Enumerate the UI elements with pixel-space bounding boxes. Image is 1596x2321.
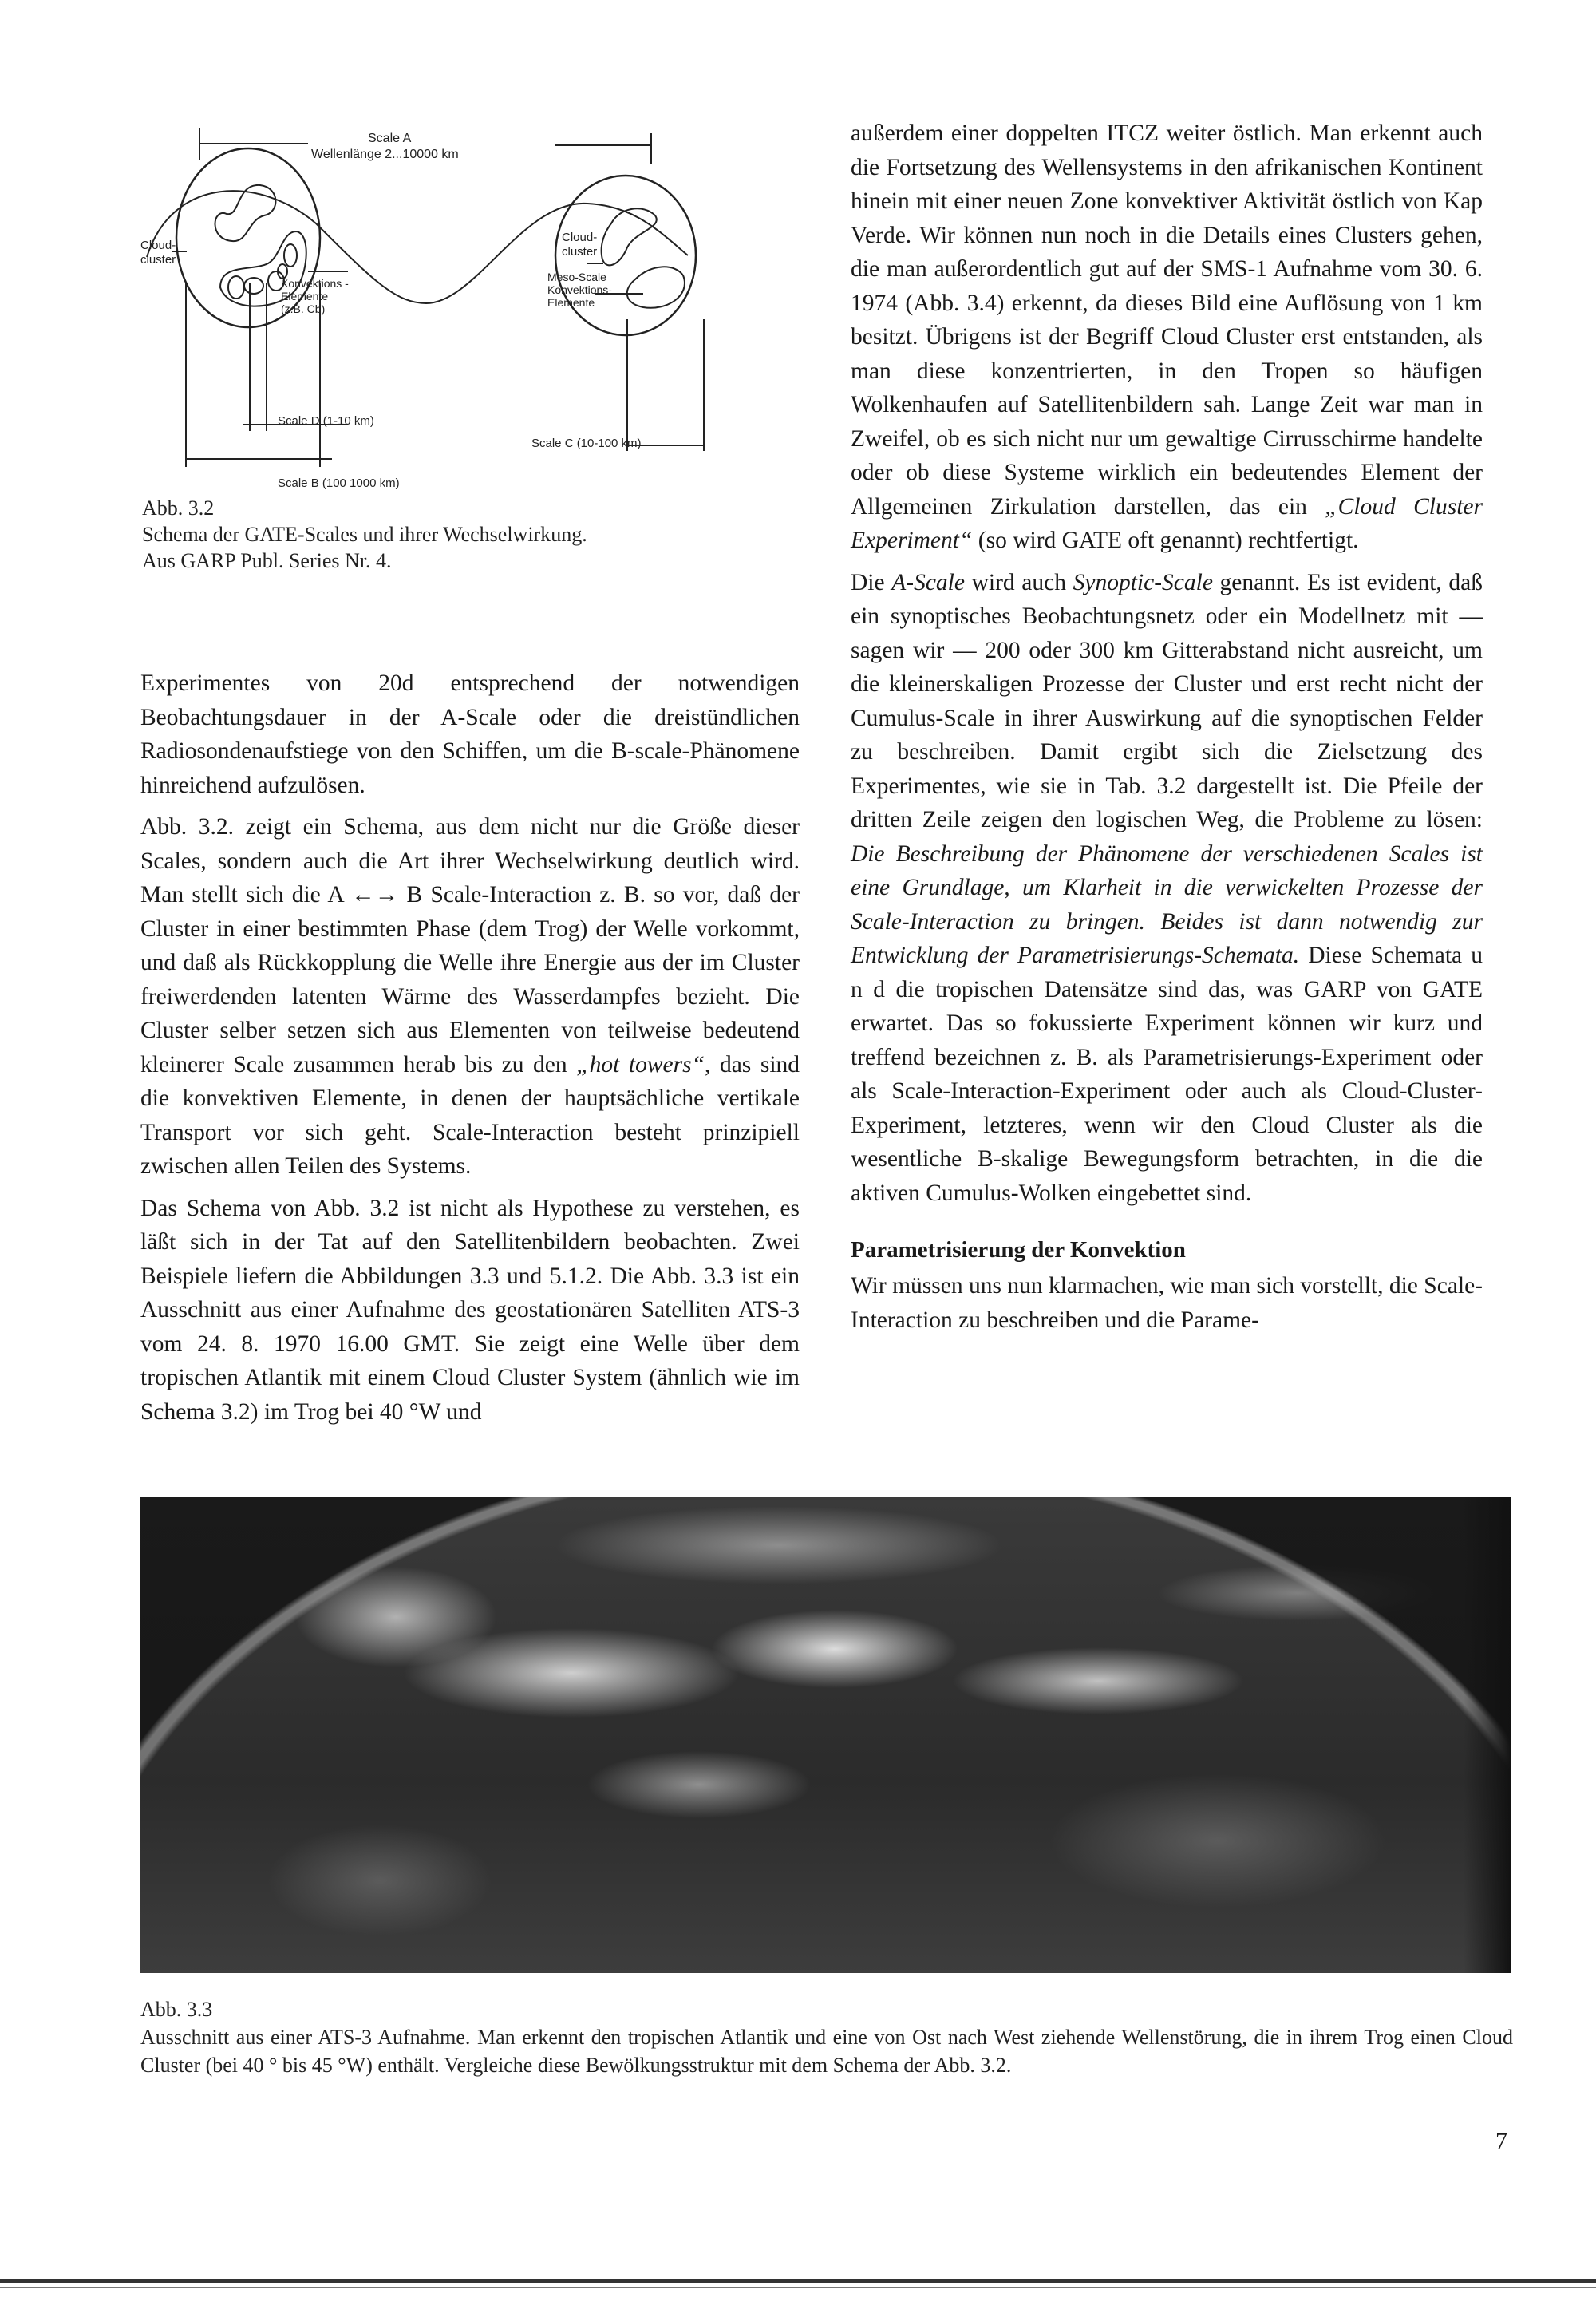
- caption-line: Aus GARP Publ. Series Nr. 4.: [142, 549, 392, 572]
- caption-number: Abb. 3.3: [140, 1998, 213, 2021]
- cloud-cluster-left-label-2: cluster: [140, 253, 176, 267]
- italic-text: Synoptic-Scale: [1073, 569, 1213, 595]
- earth-limb: [140, 1497, 1511, 1973]
- italic-text: A-Scale: [891, 569, 965, 595]
- figure-3-3-caption: [140, 1995, 1513, 2079]
- convection-elements-label-1: Konvektions -: [281, 277, 349, 290]
- text: Diese Schemata: [1299, 943, 1472, 968]
- caption-number: Abb. 3.2: [142, 496, 215, 520]
- bottom-rule-thin: [0, 2287, 1596, 2288]
- ats3-satellite-image: [140, 1497, 1511, 1973]
- caption-line: Schema der GATE-Scales und ihrer Wechselwirkung.: [142, 523, 587, 546]
- paragraph: [140, 1192, 800, 1429]
- italic-text: „hot towers“: [576, 1051, 705, 1077]
- text: Das Schema von Abb. 3.2 ist nicht als Hypothese zu verstehen, es läßt sich in der Tat auf den Satellitenbildern beobachten. Zwei Beispiele liefern die Abbildungen 3.3 und 5.1.2. Die Abb. 3.3 ist ein Ausschnitt aus einer Aufnahme des geostationären Satelliten ATS-3 vom 24. 8. 1970 16.00 GMT. Sie zeigt eine Welle über dem tropischen Atlantik mit einem Cloud Cluster System (ähnlich wie im Schema 3.2) im Trog bei 40 °W und: [140, 1195, 800, 1425]
- text: genannt. Es ist evident, daß ein synoptisches Beobachtungsnetz oder ein Modellnetz mit — sagen wir — 200 oder 300 km Gitterabstand nicht ausreicht, um die kleinerskaligen Prozesse der Cluster und erst recht nicht der Cumulus-Scale in ihrer Auswirkung auf die synoptischen Felder zu beschreiben. Damit ergibt sich die Zielsetzung des Experimentes, wie sie in Tab. 3.2 dargestellt ist. Die Pfeile der dritten Zeile zeigen den logischen Weg, die Probleme zu lösen:: [851, 569, 1483, 832]
- cloud-cluster-left-label-1: Cloud-: [140, 239, 176, 252]
- text: Die: [851, 569, 892, 595]
- text: Experimentes von 20d entsprechend der notwendigen Beobachtungsdauer in der A-Scale oder die dreistündlichen Radiosondenaufstiege von den Schiffen, um die B-scale-Phänomene hinreichend aufzulösen.: [140, 670, 800, 798]
- scale-b-label: Scale B (100 1000 km): [278, 476, 400, 490]
- wavelength-label: Wellenlänge 2...10000 km: [311, 148, 459, 161]
- caption-text: Ausschnitt aus einer ATS-3 Aufnahme. Man erkennt den tropischen Atlantik und eine von Ost nach West ziehende Wellenstörung, die in ihrem Trog einen Cloud Cluster (bei 40 ° bis 45 °W) enthält. Vergleiche diese Bewölkungsstruktur mit dem Schema der Abb. 3.2.: [140, 2026, 1513, 2077]
- text: die tropischen Datensätze sind das, was GARP von GATE erwartet. Das so fokussierte Experiment können wir kurz und treffend bezeichnen z. B. als Parametrisierungs-Experiment oder als Scale-Interaction-Experiment oder auch als Cloud-Cluster-Experiment, letzteres, wenn wir den Cloud Cluster als die wesentliche B-skalige Bewegungsform betrachten, in die die aktiven Cumulus-Wolken eingebettet sind.: [851, 976, 1483, 1206]
- bottom-rule: [0, 2279, 1596, 2283]
- scale-d-label: Scale D (1-10 km): [278, 414, 374, 428]
- space-edge: [1464, 1497, 1511, 1973]
- convection-elements-label-2: Elemente: [281, 290, 329, 302]
- left-text-column: [140, 666, 800, 1437]
- meso-scale-label-3: Elemente: [547, 296, 595, 309]
- text: (so wird GATE oft genannt) rechtfertigt.: [972, 528, 1359, 553]
- figure-3-2-gate-scales-diagram: [140, 112, 835, 495]
- text: wird auch: [964, 569, 1073, 595]
- figure-3-2-caption: [142, 495, 796, 574]
- text: außerdem einer doppelten ITCZ weiter östlich. Man erkennt auch die Fortsetzung des Wellensystems in den afrikanischen Kontinent hinein mit einer neuen Zone konvektiver Aktivität östlich von Kap Verde. Wir können nun noch in die Details eines Clusters gehen, die man außerordentlich gut auf der SMS-1 Aufnahme vom 30. 6. 1974 (Abb. 3.4) erkennt, da dieses Bild eine Auflösung von 1 km besitzt. Übrigens ist der Begriff Cloud Cluster erst entstanden, als man diese konzentrierten, in den Tropen so häufigen Wolkenhaufen auf Satellitenbildern sah. Lange Zeit war man in Zweifel, ob es sich nicht nur um gewaltige Cirrusschirme handelte oder ob diese Systeme wirklich ein bedeutendes Element der Allgemeinen Zirkulation darstellen, das ein: [851, 121, 1483, 520]
- section-heading: Parametrisierung der Konvektion: [851, 1237, 1186, 1263]
- cloud-cluster-right-label-1: Cloud-: [562, 231, 598, 244]
- meso-scale-label-2: Konvektions-: [547, 283, 612, 296]
- paragraph: [140, 810, 800, 1184]
- text: , das sind die konvektiven Elemente, in denen der hauptsächliche vertikale Transport vor sich geht. Scale-Interaction besteht prinzipiell zwischen allen Teilen des Systems.: [140, 1051, 800, 1179]
- paragraph: [140, 666, 800, 802]
- cloud-cluster-right-label-2: cluster: [562, 245, 598, 259]
- paragraph: [851, 566, 1483, 1211]
- right-text-column: [851, 117, 1483, 1345]
- page-number: 7: [1495, 2128, 1507, 2154]
- text: u n d: [851, 943, 1483, 1002]
- convection-elements-label-3: (z.B. Cb): [281, 302, 326, 315]
- paragraph: [851, 117, 1483, 558]
- italic-text: „Cloud Cluster Experiment“: [851, 493, 1483, 553]
- scale-c-label: Scale C (10-100 km): [531, 437, 642, 450]
- italic-text: Die Beschreibung der Phänomene der verschiedenen Scales ist eine Grundlage, um Klarheit in die verwickelten Prozesse der Scale-Interaction zu bringen. Beides ist dann notwendig zur Entwicklung der Parametrisierungs-Schemata.: [851, 840, 1483, 968]
- text: Abb. 3.2. zeigt ein Schema, aus dem nicht nur die Größe dieser Scales, sondern auch die Art ihrer Wechselwirkung deutlich wird. Man stellt sich die A ←→ B Scale-Interaction z. B. so vor, daß der Cluster in einer bestimmten Phase (dem Trog) der Welle vorkommt, und daß als Rückkopplung die Welle ihre Energie aus der im Cluster freiwerdenden latenten Wärme des Wasserdampfes bezieht. Die Cluster selber setzen sich aus Elementen von teilweise bedeutend kleinerer Scale zusammen herab bis zu den: [140, 814, 800, 1077]
- meso-scale-label-1: Meso-Scale: [547, 271, 606, 283]
- scale-a-label: Scale A: [368, 132, 412, 145]
- paragraph: Wir müssen uns nun klarmachen, wie man sich vorstellt, die Scale-Interaction zu beschreiben und die Parame-: [851, 1273, 1483, 1333]
